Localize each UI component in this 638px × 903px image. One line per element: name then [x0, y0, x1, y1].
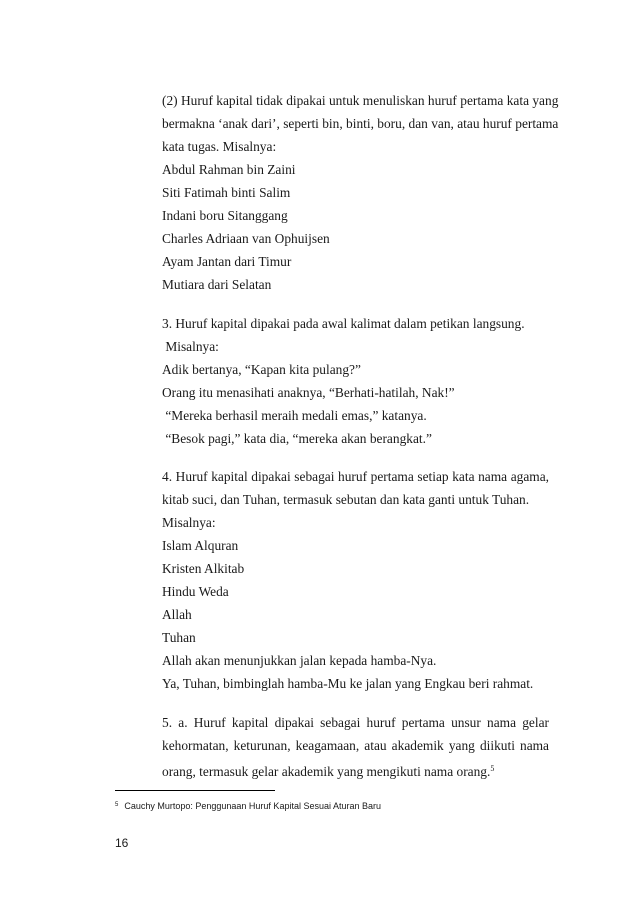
- body-line: Misalnya:: [162, 339, 219, 354]
- body-line-text: orang, termasuk gelar akademik yang mengikuti nama orang.: [162, 764, 491, 779]
- example-line: Abdul Rahman bin Zaini: [162, 162, 296, 177]
- body-line: Misalnya:: [162, 515, 216, 530]
- example-line: Ya, Tuhan, bimbinglah hamba-Mu ke jalan yang Engkau beri rahmat.: [162, 676, 534, 691]
- rule-heading: 5. a. Huruf kapital dipakai sebagai huruf pertama unsur nama gelar: [162, 715, 549, 730]
- rule-heading: 4. Huruf kapital dipakai sebagai huruf pertama setiap kata nama agama,: [162, 469, 549, 484]
- example-line: Orang itu menasihati anaknya, “Berhati-hatilah, Nak!”: [162, 385, 455, 400]
- example-line: “Besok pagi,” kata dia, “mereka akan berangkat.”: [162, 431, 432, 446]
- example-line: “Mereka berhasil meraih medali emas,” katanya.: [162, 408, 427, 423]
- example-line: Mutiara dari Selatan: [162, 277, 272, 292]
- footnote-text: Cauchy Murtopo: Penggunaan Huruf Kapital Sesuai Aturan Baru: [124, 801, 382, 811]
- body-line: kitab suci, dan Tuhan, termasuk sebutan dan kata ganti untuk Tuhan.: [162, 492, 530, 507]
- footnote: [115, 801, 381, 811]
- example-line: Ayam Jantan dari Timur: [162, 254, 292, 269]
- footnote-marker: 5: [115, 802, 119, 808]
- page-number: 16: [115, 836, 129, 850]
- footnote-separator: [115, 790, 275, 791]
- body-line: kata tugas. Misalnya:: [162, 139, 277, 154]
- example-line: Adik bertanya, “Kapan kita pulang?”: [162, 362, 361, 377]
- body-line: kehormatan, keturunan, keagamaan, atau akademik yang diikuti nama: [162, 738, 549, 753]
- footnote-reference: 5: [490, 764, 495, 773]
- example-line: Charles Adriaan van Ophuijsen: [162, 231, 330, 246]
- example-line: Allah akan menunjukkan jalan kepada hamba-Nya.: [162, 653, 437, 668]
- example-line: Islam Alquran: [162, 538, 239, 553]
- example-line: Siti Fatimah binti Salim: [162, 185, 291, 200]
- body-line: [162, 761, 494, 780]
- body-line: bermakna ‘anak dari’, seperti bin, binti, boru, dan van, atau huruf pertama: [162, 116, 559, 131]
- example-line: Allah: [162, 607, 192, 622]
- example-line: Indani boru Sitanggang: [162, 208, 288, 223]
- example-line: Kristen Alkitab: [162, 561, 245, 576]
- example-line: Tuhan: [162, 630, 196, 645]
- rule-heading: 3. Huruf kapital dipakai pada awal kalimat dalam petikan langsung.: [162, 316, 525, 331]
- example-line: Hindu Weda: [162, 584, 229, 599]
- body-line: (2) Huruf kapital tidak dipakai untuk menuliskan huruf pertama kata yang: [162, 93, 559, 108]
